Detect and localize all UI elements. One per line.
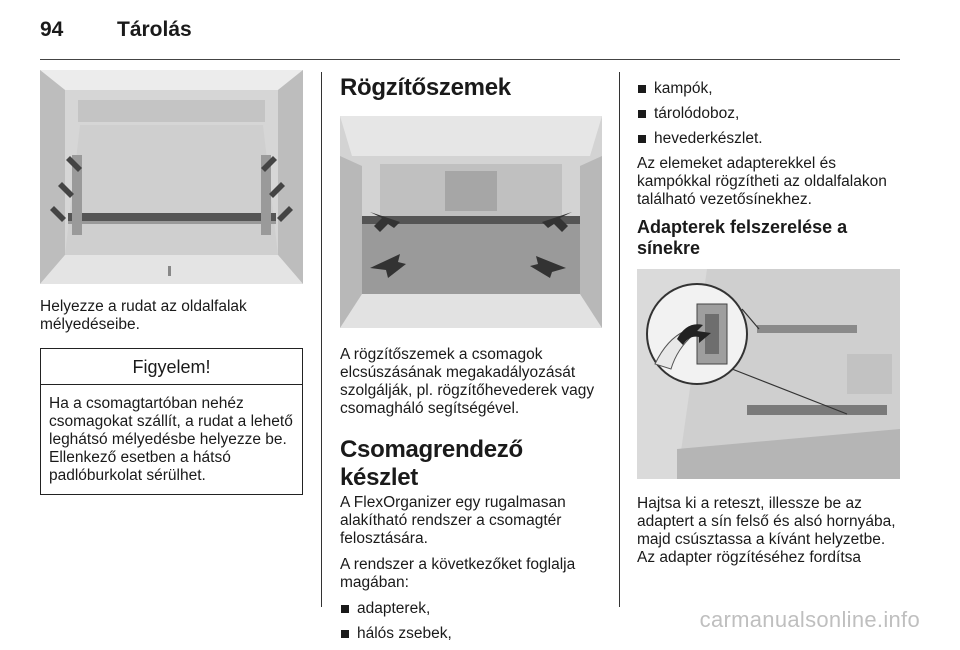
organizer-heading: Csomagrendező készlet [340, 436, 523, 491]
adapter-install-text: Hajtsa ki a reteszt, illessze be az adaptert a sín felső és alsó hornyába, majd csúsztassa a kívánt helyzetbe. Az adapter rögzítéséhez fordítsa [637, 495, 896, 566]
lashing-eyes-heading: Rögzítőszemek [340, 74, 511, 101]
list-item: hevederkészlet. [637, 130, 902, 148]
cargo-bar-illustration [40, 70, 303, 284]
adapter-illustration [637, 269, 900, 479]
list-item: hálós zsebek, [340, 625, 602, 643]
adapter-intro-text: Az elemeket adapterekkel és kampókkal rögzítheti az oldalfalakon található vezetősínekhez. [637, 155, 887, 208]
lashing-eyes-text: A rögzítőszemek a csomagok elcsúszásának megakadályozását szolgálják, pl. rögzítőhevederek vagy csomagháló segítségével. [340, 346, 595, 417]
watermark: carmanualsonline.info [699, 607, 920, 632]
header-rule [40, 59, 900, 60]
column-2 [340, 70, 602, 650]
organizer-contents-text: A rendszer a következőket foglalja magában: [340, 556, 576, 591]
list-item: adapterek, [340, 600, 602, 618]
list-item: kampók, [637, 80, 902, 98]
organizer-text: A FlexOrganizer egy rugalmasan alakítható rendszer a csomagtér felosztására. [340, 494, 566, 547]
organizer-list-2 [637, 80, 902, 148]
list-item: tárolódoboz, [637, 105, 902, 123]
warning-box [40, 348, 303, 495]
column-divider-1 [321, 72, 322, 607]
lashing-eyes-illustration [340, 116, 602, 328]
section-title: Tárolás [117, 18, 192, 41]
warning-body: Ha a csomagtartóban nehéz csomagokat szállít, a rudat a lehető leghátsó mélyedésbe helyezze be. Ellenkező esetben a hátsó padlóburkolat sérülhet. [49, 395, 293, 484]
adapter-install-heading: Adapterek felszerelése a sínekre [637, 217, 848, 258]
page-number: 94 [40, 18, 64, 41]
cargo-bar-caption: Helyezze a rudat az oldalfalak mélyedéseibe. [40, 298, 247, 333]
organizer-list-1 [340, 600, 602, 643]
column-3 [637, 80, 902, 575]
warning-title: Figyelem! [41, 349, 302, 385]
column-divider-2 [619, 72, 620, 607]
column-1 [40, 70, 303, 495]
